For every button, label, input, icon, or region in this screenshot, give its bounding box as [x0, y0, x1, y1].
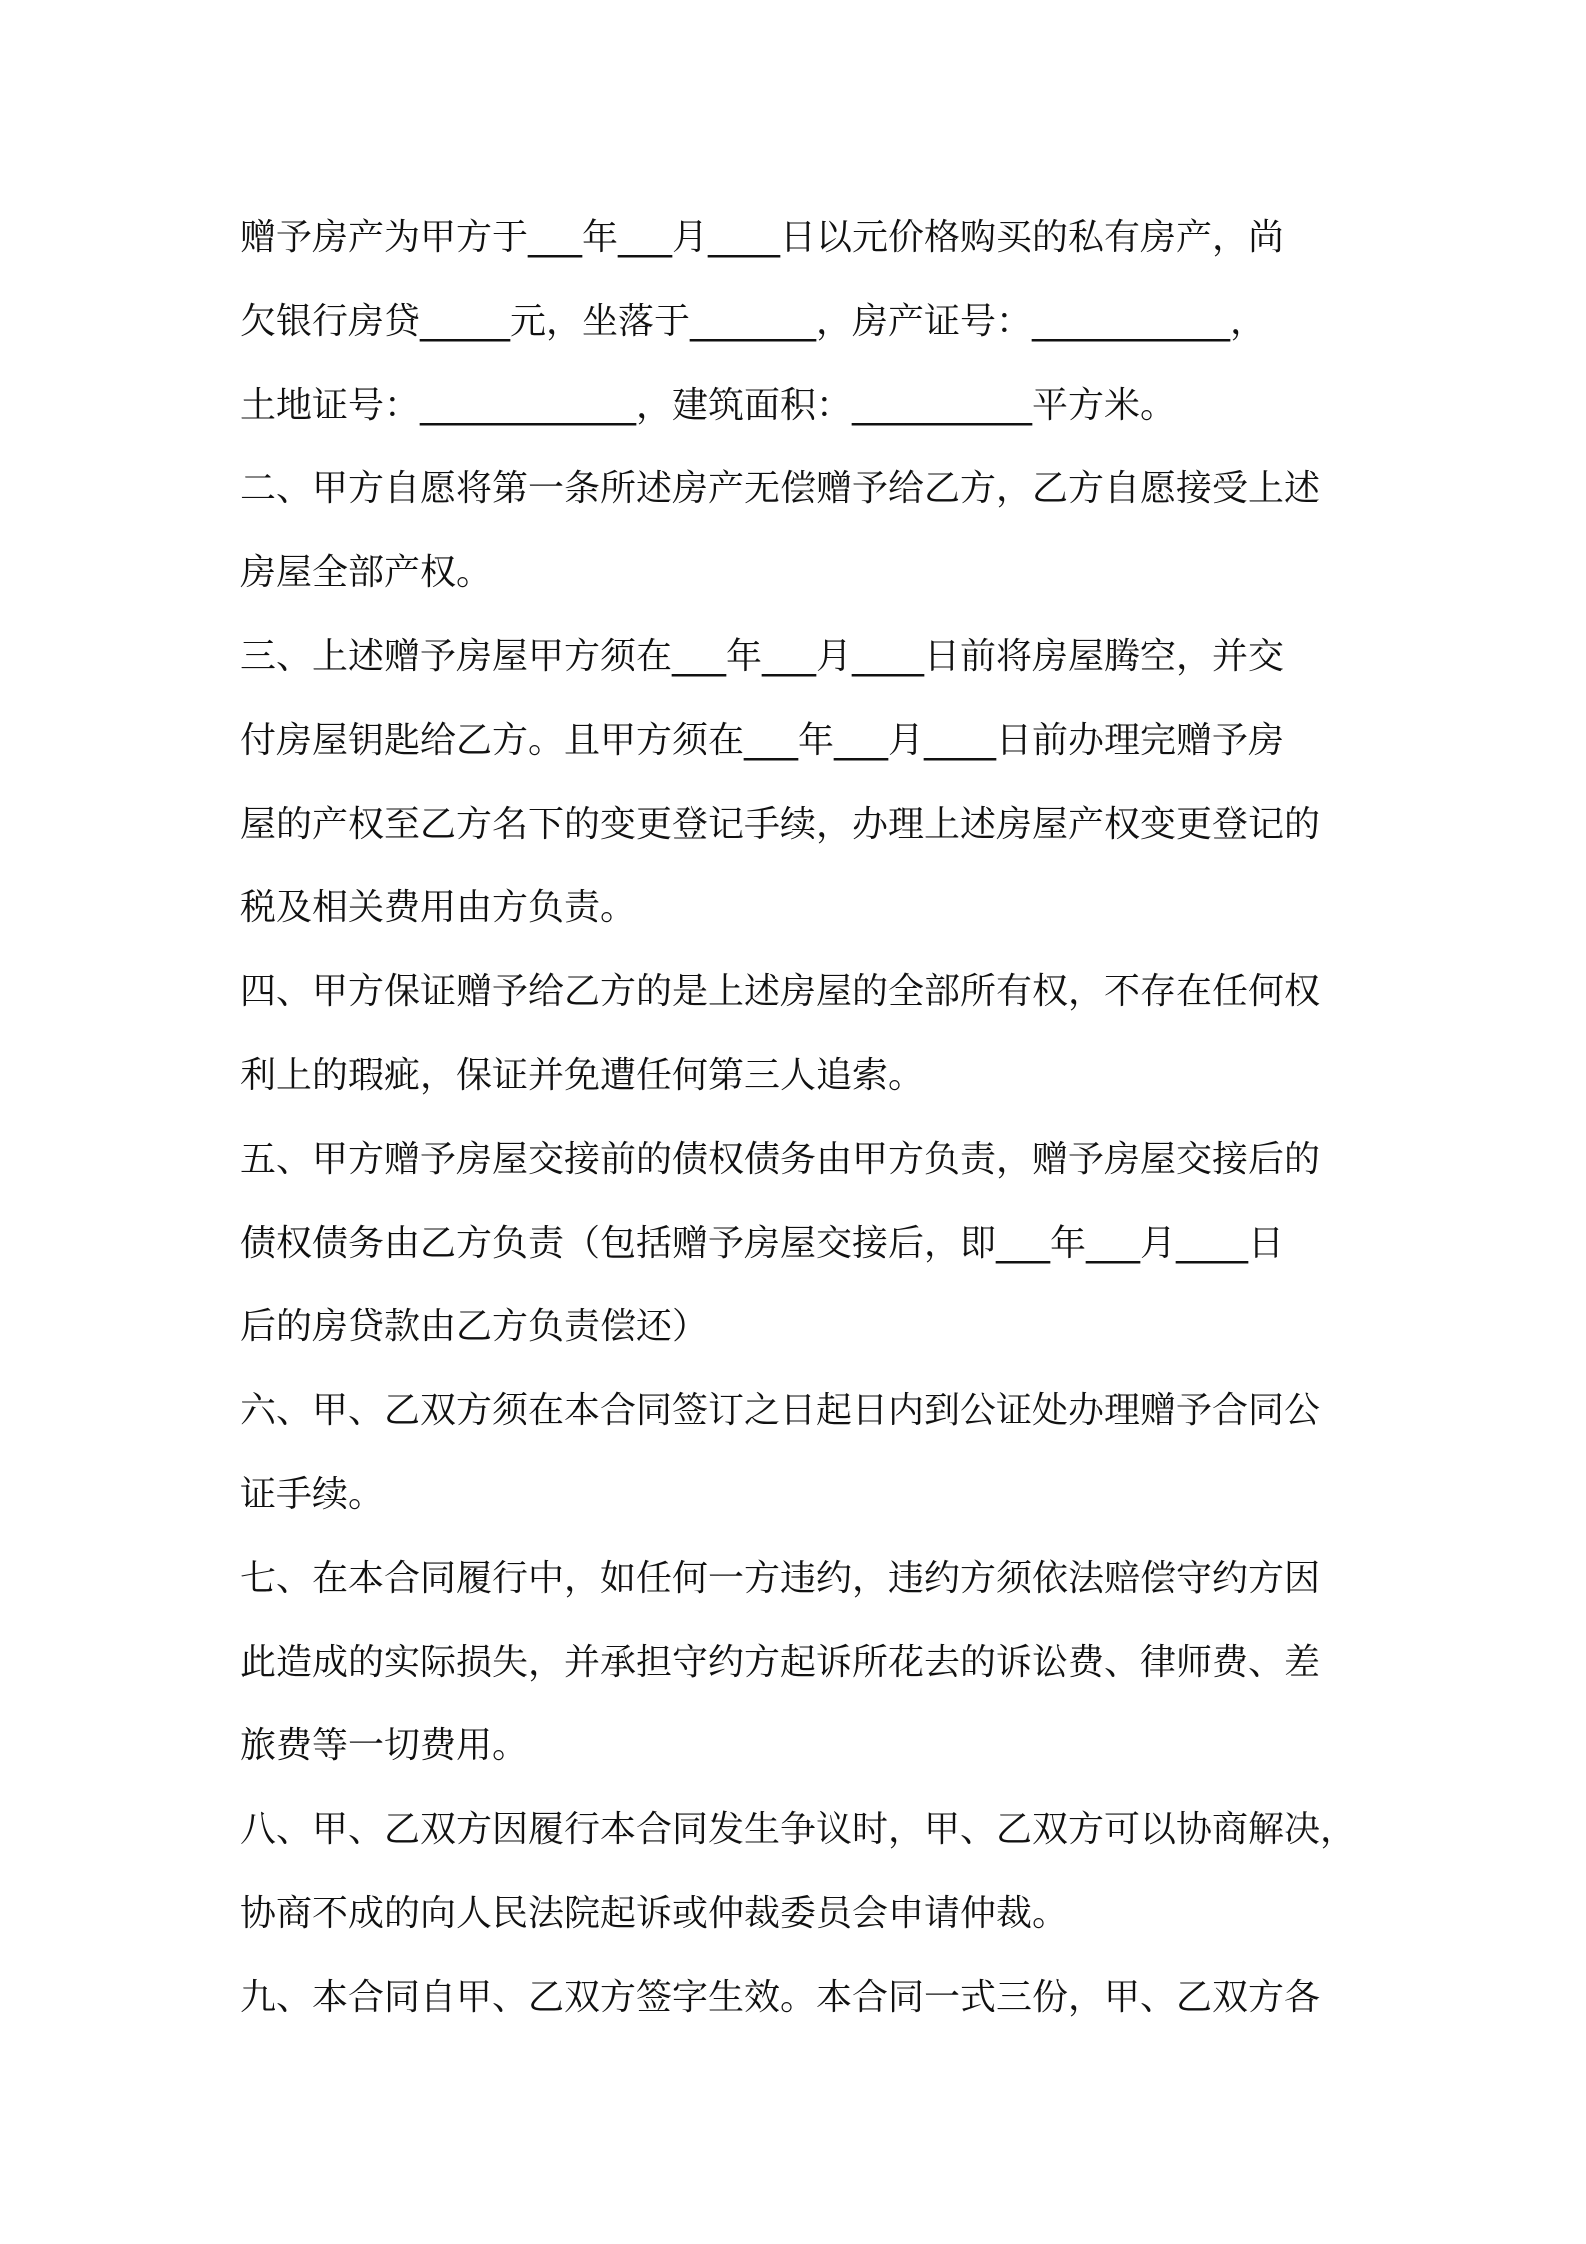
text-line: 六、甲、乙双方须在本合同签订之日起日内到公证处办理赠予合同公	[240, 1390, 1321, 1432]
text-line: 欠银行房贷_____元，坐落于_______，房产证号：___________，	[240, 300, 1267, 342]
text-line: 七、在本合同履行中，如任何一方违约，违约方须依法赔偿守约方因	[240, 1557, 1321, 1599]
text-line: 证手续。	[240, 1473, 385, 1515]
text-line: 五、甲方赠予房屋交接前的债权债务由甲方负责，赠予房屋交接后的	[240, 1138, 1321, 1180]
text-line: 土地证号：____________，建筑面积：__________平方米。	[240, 384, 1177, 426]
text-line: 此造成的实际损失，并承担守约方起诉所花去的诉讼费、律师费、差	[240, 1641, 1321, 1683]
text-line: 旅费等一切费用。	[240, 1725, 529, 1767]
text-line: 四、甲方保证赠予给乙方的是上述房屋的全部所有权，不存在任何权	[240, 971, 1321, 1013]
text-line: 赠予房产为甲方于___年___月____日以元价格购买的私有房产，尚	[240, 217, 1285, 258]
text-line: 付房屋钥匙给乙方。且甲方须在___年___月____日前办理完赠予房	[240, 719, 1285, 761]
text-line: 债权债务由乙方负责（包括赠予房屋交接后，即___年___月____日	[240, 1222, 1285, 1264]
text-line: 八、甲、乙双方因履行本合同发生争议时，甲、乙双方可以协商解决，	[240, 1809, 1357, 1851]
text-line: 三、上述赠予房屋甲方须在___年___月____日前将房屋腾空，并交	[240, 635, 1285, 677]
text-line: 协商不成的向人民法院起诉或仲裁委员会申请仲裁。	[240, 1892, 1069, 1934]
text-line: 房屋全部产权。	[240, 552, 493, 594]
text-line: 后的房贷款由乙方负责偿还）	[240, 1306, 709, 1348]
text-line: 屋的产权至乙方名下的变更登记手续，办理上述房屋产权变更登记的	[240, 803, 1321, 845]
text-line: 利上的瑕疵，保证并免遭任何第三人追索。	[240, 1054, 925, 1096]
document-body	[240, 196, 1360, 2040]
text-line: 二、甲方自愿将第一条所述房产无偿赠予给乙方，乙方自愿接受上述	[240, 468, 1321, 510]
text-line: 九、本合同自甲、乙双方签字生效。本合同一式三份，甲、乙双方各	[240, 1976, 1321, 2018]
text-line: 税及相关费用由方负责。	[240, 887, 637, 929]
